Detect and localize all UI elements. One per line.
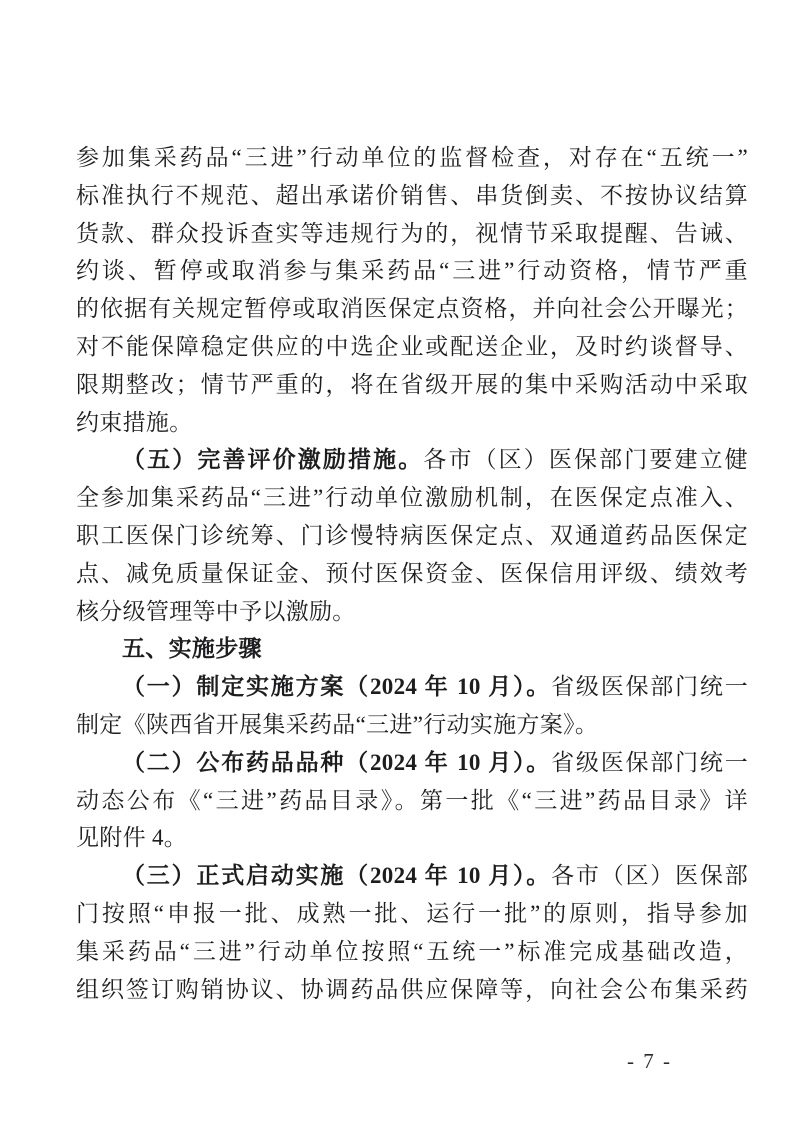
text-line xyxy=(76,252,748,290)
text-line xyxy=(76,706,748,744)
page-number: - 7 - xyxy=(627,1049,672,1073)
text-segment: 门按照“申报一批、成熟一批、运行一批”的原则，指导参加 xyxy=(76,900,748,926)
text-segment: 约谈、暂停或取消参与集采药品“三进”行动资格，情节严重 xyxy=(76,258,748,284)
text-line xyxy=(76,177,748,215)
text-line xyxy=(76,933,748,971)
text-segment: 点、减免质量保证金、预付医保资金、医保信用评级、绩效考 xyxy=(76,560,748,586)
text-line xyxy=(76,555,748,593)
bold-text-segment: 五、实施步骤 xyxy=(122,636,262,662)
text-line xyxy=(76,366,748,404)
text-segment: 的依据有关规定暂停或取消医保定点资格，并向社会公开曝光； xyxy=(76,296,748,322)
text-segment: 各市（区）医保部门要建立健 xyxy=(423,447,748,473)
bold-text-segment: （五）完善评价激励措施。 xyxy=(122,447,424,473)
text-line xyxy=(76,744,748,782)
text-line xyxy=(76,479,748,517)
text-line xyxy=(76,139,748,177)
text-segment: 制定《陕西省开展集采药品“三进”行动实施方案》。 xyxy=(76,711,599,737)
bold-text-segment: （一）制定实施方案（2024 年 10 月）。 xyxy=(122,674,552,700)
text-line xyxy=(76,895,748,933)
text-line xyxy=(76,593,748,631)
text-segment: 各市（区）医保部 xyxy=(551,863,748,889)
text-line xyxy=(76,819,748,857)
text-segment: 组织签订购销协议、协调药品供应保障等，向社会公布集采药 xyxy=(76,976,748,1002)
text-line xyxy=(76,971,748,1009)
text-line xyxy=(76,290,748,328)
text-segment: 对不能保障稳定供应的中选企业或配送企业，及时约谈督导、 xyxy=(76,333,748,359)
text-segment: 动态公布《“三进”药品目录》。第一批《“三进”药品目录》详 xyxy=(76,787,748,813)
text-segment: 省级医保部门统一 xyxy=(551,674,748,700)
text-segment: 见附件 4。 xyxy=(76,825,188,851)
text-segment: 全参加集采药品“三进”行动单位激励机制，在医保定点准入、 xyxy=(76,485,748,511)
text-line xyxy=(76,215,748,253)
text-line xyxy=(76,404,748,442)
text-segment: 限期整改；情节严重的，将在省级开展的集中采购活动中采取 xyxy=(76,371,748,397)
bold-text-segment: （三）正式启动实施（2024 年 10 月）。 xyxy=(122,863,552,889)
text-segment: 货款、群众投诉查实等违规行为的，视情节采取提醒、告诫、 xyxy=(76,220,748,246)
text-line xyxy=(76,630,748,668)
body-text xyxy=(76,139,748,1008)
text-line xyxy=(76,668,748,706)
text-segment: 职工医保门诊统筹、门诊慢特病医保定点、双通道药品医保定 xyxy=(76,522,748,548)
text-segment: 参加集采药品“三进”行动单位的监督检查，对存在“五统一” xyxy=(76,145,748,170)
bold-text-segment: （二）公布药品品种（2024 年 10 月）。 xyxy=(122,749,552,775)
text-line xyxy=(76,441,748,479)
text-line xyxy=(76,517,748,555)
text-segment: 集采药品“三进”行动单位按照“五统一”标准完成基础改造， xyxy=(76,938,748,964)
text-line xyxy=(76,328,748,366)
text-segment: 核分级管理等中予以激励。 xyxy=(76,598,356,624)
text-segment: 标准执行不规范、超出承诺价销售、串货倒卖、不按协议结算 xyxy=(76,182,748,208)
text-segment: 约束措施。 xyxy=(76,409,193,435)
text-segment: 省级医保部门统一 xyxy=(551,749,748,775)
text-line xyxy=(76,782,748,820)
text-line xyxy=(76,857,748,895)
